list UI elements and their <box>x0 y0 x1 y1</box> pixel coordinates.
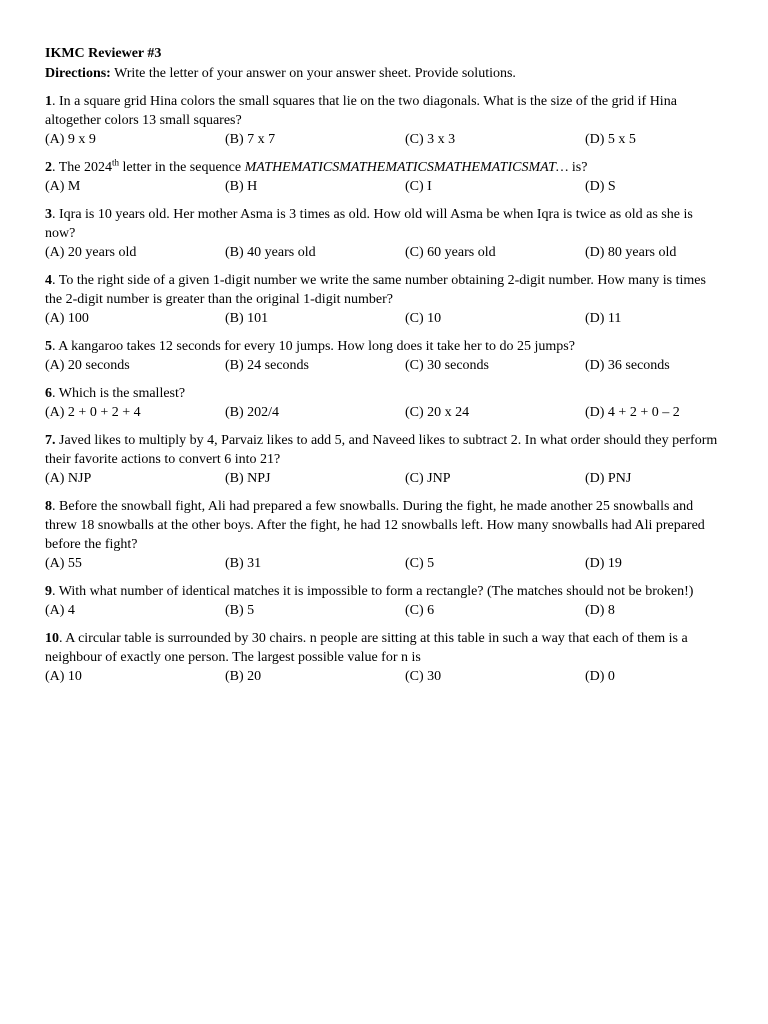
question-text: . A kangaroo takes 12 seconds for every 10 jumps. How long does it take her to do 25 jumps? <box>52 339 575 354</box>
question-10 <box>45 629 725 686</box>
option-d: (D) PNJ <box>585 471 632 486</box>
answer-options <box>45 403 725 422</box>
question-stem <box>45 337 725 356</box>
ordinal-superscript: th <box>112 157 120 168</box>
question-text: . Before the snowball fight, Ali had prepared a few snowballs. During the fight, he made another 25 snowballs and threw 18 snowballs at the other boys. After the fight, he had 12 snowballs left. How many snowballs had Ali prepared before the fight? <box>45 499 705 552</box>
question-stem <box>45 629 725 667</box>
option-a: (A) 55 <box>45 556 82 571</box>
option-a: (A) NJP <box>45 471 92 486</box>
answer-options <box>45 356 725 375</box>
question-text: . Iqra is 10 years old. Her mother Asma is 3 times as old. How old will Asma be when Iqra is twice as old as she is now? <box>45 207 693 241</box>
option-c: (C) 6 <box>405 603 435 618</box>
question-number: 10 <box>45 631 59 646</box>
question-stem <box>45 205 725 243</box>
question-stem <box>45 431 725 469</box>
question-stem <box>45 497 725 554</box>
question-8 <box>45 497 725 573</box>
question-number: 2 <box>45 160 52 175</box>
answer-options <box>45 554 725 573</box>
option-c: (C) 10 <box>405 311 442 326</box>
question-stem <box>45 158 725 177</box>
question-number: 5 <box>45 339 52 354</box>
option-b: (B) H <box>225 179 258 194</box>
option-b: (B) 202/4 <box>225 405 280 420</box>
option-b: (B) NPJ <box>225 471 271 486</box>
question-1 <box>45 92 725 149</box>
option-d: (D) 4 + 2 + 0 – 2 <box>585 405 680 420</box>
answer-options <box>45 130 725 149</box>
option-b: (B) 40 years old <box>225 245 316 260</box>
question-number: 3 <box>45 207 52 222</box>
question-stem <box>45 384 725 403</box>
letter-sequence: MATHEMATICSMATHEMATICSMATHEMATICSMAT… <box>244 160 569 175</box>
answer-options <box>45 469 725 488</box>
option-d: (D) 19 <box>585 556 622 571</box>
answer-options <box>45 667 725 686</box>
question-text: . To the right side of a given 1-digit number we write the same number obtaining 2-digit number. How many is times the 2-digit number is greater than the original 1-digit number? <box>45 273 706 307</box>
answer-options <box>45 601 725 620</box>
answer-options <box>45 177 725 196</box>
option-d: (D) 80 years old <box>585 245 677 260</box>
question-number: 6 <box>45 386 52 401</box>
directions-text: Write the letter of your answer on your answer sheet. Provide solutions. <box>110 66 516 81</box>
question-text: . Which is the smallest? <box>52 386 186 401</box>
option-d: (D) S <box>585 179 616 194</box>
option-d: (D) 36 seconds <box>585 358 670 373</box>
option-d: (D) 11 <box>585 311 622 326</box>
question-stem <box>45 92 725 130</box>
question-stem <box>45 271 725 309</box>
option-b: (B) 20 <box>225 669 262 684</box>
option-c: (C) 60 years old <box>405 245 496 260</box>
option-a: (A) 9 x 9 <box>45 132 96 147</box>
question-text: . In a square grid Hina colors the small squares that lie on the two diagonals. What is the size of the grid if Hina altogether colors 13 small squares? <box>45 94 677 128</box>
question-2 <box>45 158 725 196</box>
question-text-mid: letter in the sequence <box>119 160 245 175</box>
question-stem <box>45 582 725 601</box>
option-b: (B) 101 <box>225 311 269 326</box>
option-a: (A) 20 seconds <box>45 358 130 373</box>
option-d: (D) 8 <box>585 603 615 618</box>
option-a: (A) M <box>45 179 81 194</box>
question-number: 9 <box>45 584 52 599</box>
option-d: (D) 5 x 5 <box>585 132 636 147</box>
option-c: (C) 3 x 3 <box>405 132 456 147</box>
question-9 <box>45 582 725 620</box>
question-text-before: . The 2024 <box>52 160 113 175</box>
question-3 <box>45 205 725 262</box>
answer-options <box>45 309 725 328</box>
question-text: . A circular table is surrounded by 30 chairs. n people are sitting at this table in such a way that each of them is a neighbour of exactly one person. The largest possible value for n is <box>45 631 688 665</box>
option-b: (B) 24 seconds <box>225 358 309 373</box>
option-a: (A) 10 <box>45 669 82 684</box>
question-7 <box>45 431 725 488</box>
option-a: (A) 20 years old <box>45 245 137 260</box>
page-title: IKMC Reviewer #3 <box>45 46 162 61</box>
option-b: (B) 31 <box>225 556 262 571</box>
question-number: 4 <box>45 273 52 288</box>
option-a: (A) 4 <box>45 603 75 618</box>
option-c: (C) 20 x 24 <box>405 405 470 420</box>
question-number: 7. <box>45 433 56 448</box>
question-6 <box>45 384 725 422</box>
option-c: (C) I <box>405 179 432 194</box>
directions-label: Directions: <box>45 66 111 81</box>
option-c: (C) JNP <box>405 471 451 486</box>
option-c: (C) 30 seconds <box>405 358 489 373</box>
question-number: 8 <box>45 499 52 514</box>
option-c: (C) 5 <box>405 556 435 571</box>
option-d: (D) 0 <box>585 669 615 684</box>
question-text: Javed likes to multiply by 4, Parvaiz likes to add 5, and Naveed likes to subtract 2. In what order should they perform their favorite actions to convert 6 into 21? <box>45 433 718 467</box>
question-5 <box>45 337 725 375</box>
question-number: 1 <box>45 94 52 109</box>
option-b: (B) 5 <box>225 603 255 618</box>
question-4 <box>45 271 725 328</box>
option-c: (C) 30 <box>405 669 442 684</box>
option-a: (A) 100 <box>45 311 89 326</box>
option-a: (A) 2 + 0 + 2 + 4 <box>45 405 141 420</box>
directions <box>45 64 725 84</box>
answer-options <box>45 243 725 262</box>
reviewer-sheet <box>45 44 725 695</box>
question-text-after: is? <box>568 160 588 175</box>
option-b: (B) 7 x 7 <box>225 132 276 147</box>
question-text: . With what number of identical matches it is impossible to form a rectangle? (The matches should not be broken!) <box>52 584 694 599</box>
